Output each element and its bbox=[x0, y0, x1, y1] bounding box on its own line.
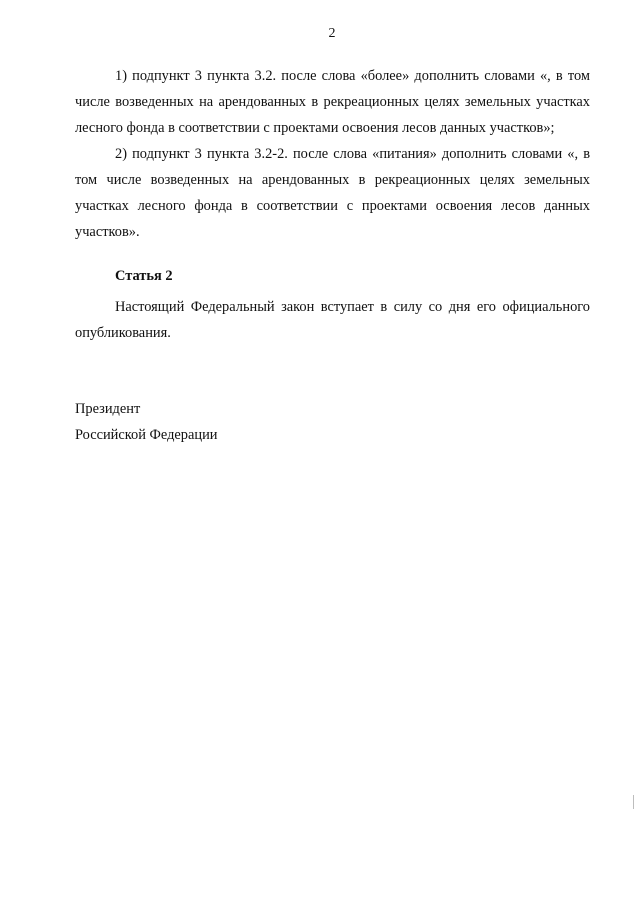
signature-block bbox=[75, 396, 217, 448]
article-text: Настоящий Федеральный закон вступает в силу со дня его официального опубликования. bbox=[75, 299, 590, 341]
scan-edge-mark bbox=[633, 795, 634, 809]
article-heading: Статья 2 bbox=[115, 268, 173, 284]
amendment-item-2: 2) подпункт 3 пункта 3.2-2. после слова «питания» дополнить словами «, в том числе возведенных на арендованных в рекреационных целях земельных участках лесного фонда в соответствии с проектами освоения лесов данных участков». bbox=[75, 146, 590, 240]
signature-office: Российской Федерации bbox=[75, 427, 218, 443]
amendment-item-1: 1) подпункт 3 пункта 3.2. после слова «более» дополнить словами «, в том числе возведенных на арендованных в рекреационных целях земельных участках лесного фонда в соответствии с проектами освоения лесов данных участков»; bbox=[75, 68, 590, 136]
signature-title: Президент bbox=[75, 401, 141, 417]
document-body bbox=[75, 63, 590, 346]
page-number: 2 bbox=[328, 26, 336, 41]
